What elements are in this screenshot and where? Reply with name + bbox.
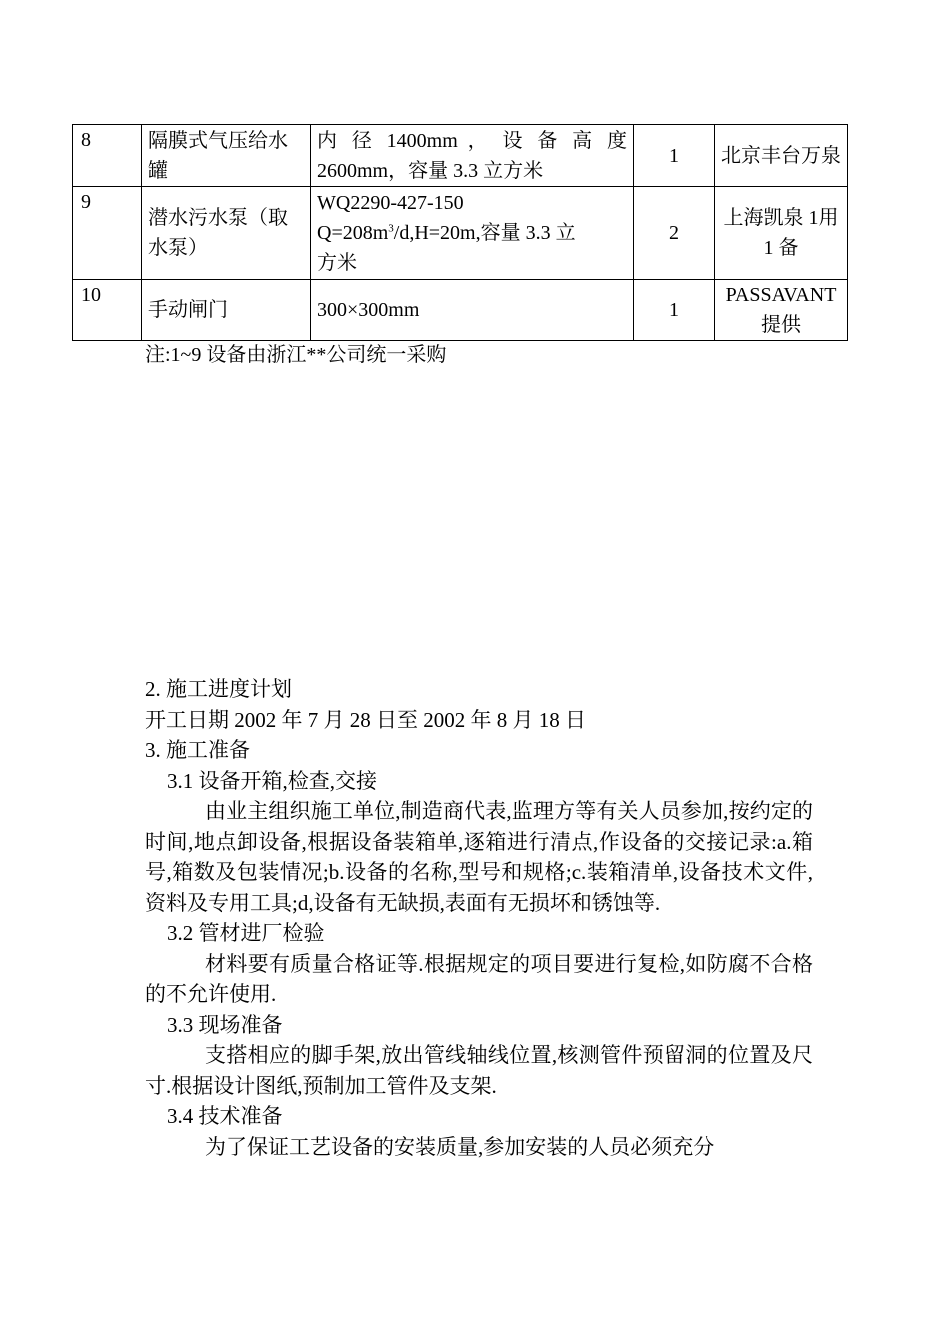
paragraph: 开工日期 2002 年 7 月 28 日至 2002 年 8 月 18 日 [145,707,586,732]
subsection-heading: 3.3 现场准备 [167,1012,283,1037]
table-note: 注:1~9 设备由浙江**公司统一采购 [145,344,447,366]
superscript: 3 [388,222,394,235]
row-number: 9 [73,187,142,280]
equipment-supplier: 上海凯泉 1用 1 备 [715,187,848,280]
equipment-name: 潜水污水泵（取水泵） [142,187,311,280]
document-body [145,674,813,1162]
spec-text: /d,H=20m,容量 3.3 立 [393,222,576,244]
equipment-name: 手动闸门 [142,280,311,341]
spec-line [317,218,627,248]
equipment-quantity: 2 [634,187,715,280]
spec-line: WQ2290-427-150 [317,192,464,214]
paragraph: 材料要有质量合格证等.根据规定的项目要进行复检,如防腐不合格的不允许使用. [145,951,813,1006]
subsection-heading: 3.4 技术准备 [167,1104,283,1128]
section-heading: 3. 施工准备 [145,738,250,762]
equipment-spec [311,125,634,187]
row-number: 8 [73,125,142,187]
table-row [73,125,848,187]
spec-line: 内 径 1400mm ， 设 备 高 度 [317,129,627,152]
row-number: 10 [73,280,142,341]
table-row [73,280,848,341]
equipment-quantity: 1 [634,125,715,187]
section-heading: 2. 施工进度计划 [145,677,292,701]
equipment-supplier: PASSAVANT 提供 [715,280,848,341]
spec-text: Q=208m [317,222,389,244]
paragraph: 支搭相应的脚手架,放出管线轴线位置,核测管件预留洞的位置及尺寸.根据设计图纸,预制加工管件及支架. [145,1043,813,1098]
spec-line: 300×300mm [317,299,420,321]
paragraph: 为了保证工艺设备的安装质量,参加安装的人员必须充分 [205,1134,715,1159]
spec-line: 方米 [317,252,357,274]
equipment-quantity: 1 [634,280,715,341]
table-row [73,187,848,280]
paragraph: 由业主组织施工单位,制造商代表,监理方等有关人员参加,按约定的时间,地点卸设备,根据设备装箱单,逐箱进行清点,作设备的交接记录:a.箱号,箱数及包装情况;b.设备的名称,型号和规格;c.装箱清单,设备技术文件,资料及专用工具;d,设备有无缺损,表面有无损坏和锈蚀等. [145,799,813,915]
equipment-name: 隔膜式气压给水罐 [142,125,311,187]
subsection-heading: 3.2 管材进厂检验 [167,921,325,945]
equipment-table [72,124,848,341]
equipment-spec [311,187,634,280]
subsection-heading: 3.1 设备开箱,检查,交接 [167,768,377,793]
spec-line: 2600mm，容量 3.3 立方米 [317,159,544,182]
equipment-supplier: 北京丰台万泉 [715,125,848,187]
equipment-spec [311,280,634,341]
